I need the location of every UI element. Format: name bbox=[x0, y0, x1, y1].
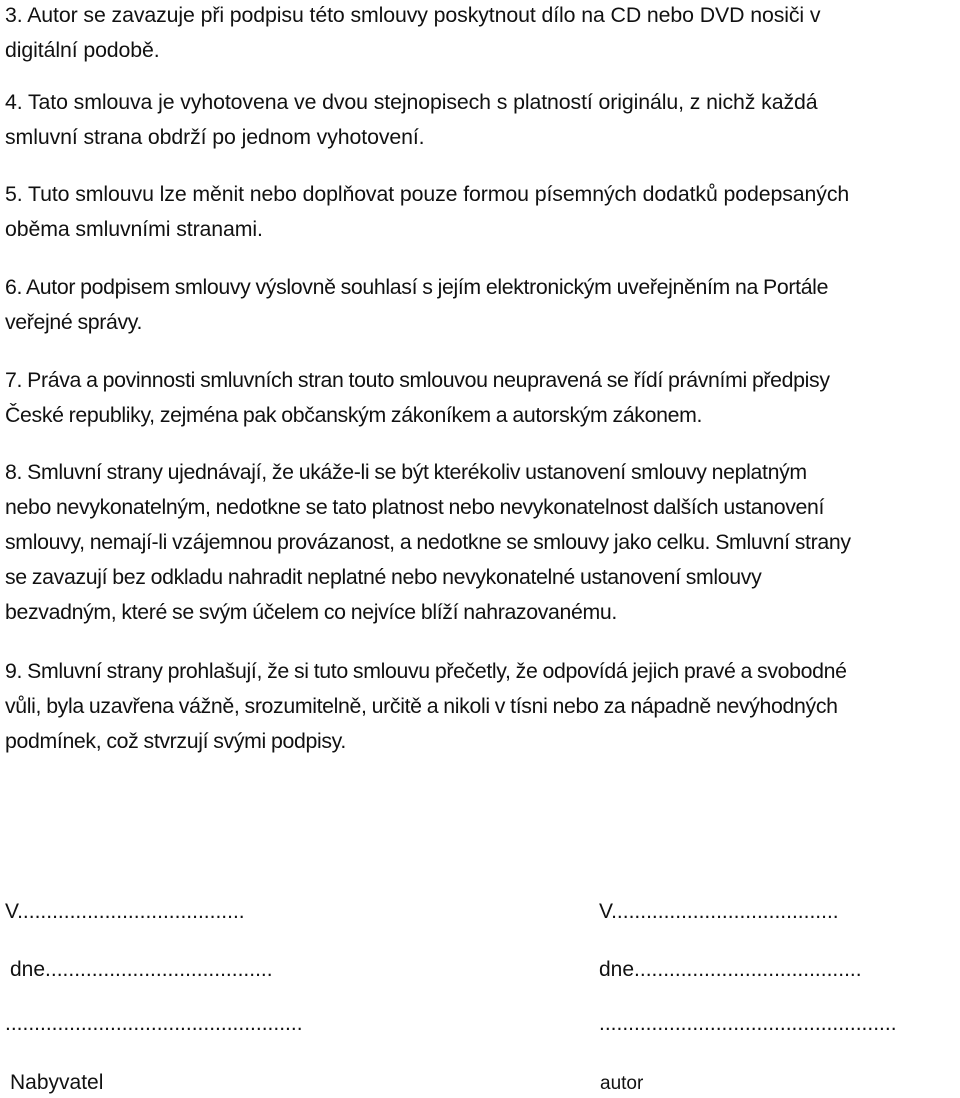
clause-8-line-2: nebo nevykonatelným, nedotkne se tato platnost nebo nevykonatelnost dalších ustanovení bbox=[5, 495, 825, 519]
clause-7-line-2: České republiky, zejména pak občanským zákoníkem a autorským zákonem. bbox=[5, 403, 703, 427]
signature-right-line: ................................................... bbox=[599, 1012, 897, 1035]
clause-4-line-1: 4. Tato smlouva je vyhotovena ve dvou stejnopisech s platností originálu, z nichž každá bbox=[5, 90, 818, 114]
clause-4-line-2: smluvní strana obdrží po jednom vyhotovení. bbox=[5, 125, 425, 149]
signature-left-role: Nabyvatel bbox=[10, 1071, 104, 1094]
clause-5-line-1: 5. Tuto smlouvu lze měnit nebo doplňovat pouze formou písemných dodatků podepsaných bbox=[5, 182, 850, 206]
clause-8-line-1: 8. Smluvní strany ujednávají, že ukáže-li se být kterékoliv ustanovení smlouvy neplatným bbox=[5, 460, 807, 484]
signature-right-date: dne....................................... bbox=[599, 958, 862, 981]
clause-5 bbox=[5, 177, 955, 247]
clause-8-line-4: se zavazují bez odkladu nahradit neplatné nebo nevykonatelné ustanovení smlouvy bbox=[5, 565, 762, 589]
clause-9-line-2: vůli, byla uzavřena vážně, srozumitelně, určitě a nikoli v tísni nebo za nápadně nevýhodných bbox=[5, 694, 838, 718]
clause-4 bbox=[5, 85, 955, 155]
clause-9-line-3: podmínek, což stvrzují svými podpisy. bbox=[5, 729, 346, 753]
clause-5-line-2: oběma smluvními stranami. bbox=[5, 217, 263, 241]
clause-6 bbox=[5, 270, 955, 340]
clause-9-line-1: 9. Smluvní strany prohlašují, že si tuto smlouvu přečetly, že odpovídá jejich pravé a svobodné bbox=[5, 659, 847, 683]
signature-left-place: V....................................... bbox=[5, 900, 245, 923]
clause-3 bbox=[5, 0, 955, 68]
clause-7-line-1: 7. Práva a povinnosti smluvních stran touto smlouvou neupravená se řídí právními předpisy bbox=[5, 368, 830, 392]
clause-9 bbox=[5, 654, 955, 759]
clause-8-line-5: bezvadným, které se svým účelem co nejvíce blíží nahrazovanému. bbox=[5, 600, 617, 624]
clause-3-line-1: 3. Autor se zavazuje při podpisu této smlouvy poskytnout dílo na CD nebo DVD nosiči v bbox=[5, 3, 821, 27]
clause-6-line-1: 6. Autor podpisem smlouvy výslovně souhlasí s jejím elektronickým uveřejněním na Portále bbox=[5, 275, 829, 299]
clause-8 bbox=[5, 455, 955, 630]
signature-right-role: autor bbox=[600, 1073, 644, 1094]
clause-6-line-2: veřejné správy. bbox=[5, 310, 143, 334]
clause-7 bbox=[5, 363, 955, 433]
clause-3-line-2: digitální podobě. bbox=[5, 38, 160, 62]
signature-left-date: dne....................................... bbox=[10, 958, 273, 981]
signature-right-place: V....................................... bbox=[599, 900, 839, 923]
signature-left-line: ................................................... bbox=[5, 1012, 303, 1035]
clause-8-line-3: smlouvy, nemají-li vzájemnou provázanost, a nedotkne se smlouvy jako celku. Smluvní strany bbox=[5, 530, 851, 554]
